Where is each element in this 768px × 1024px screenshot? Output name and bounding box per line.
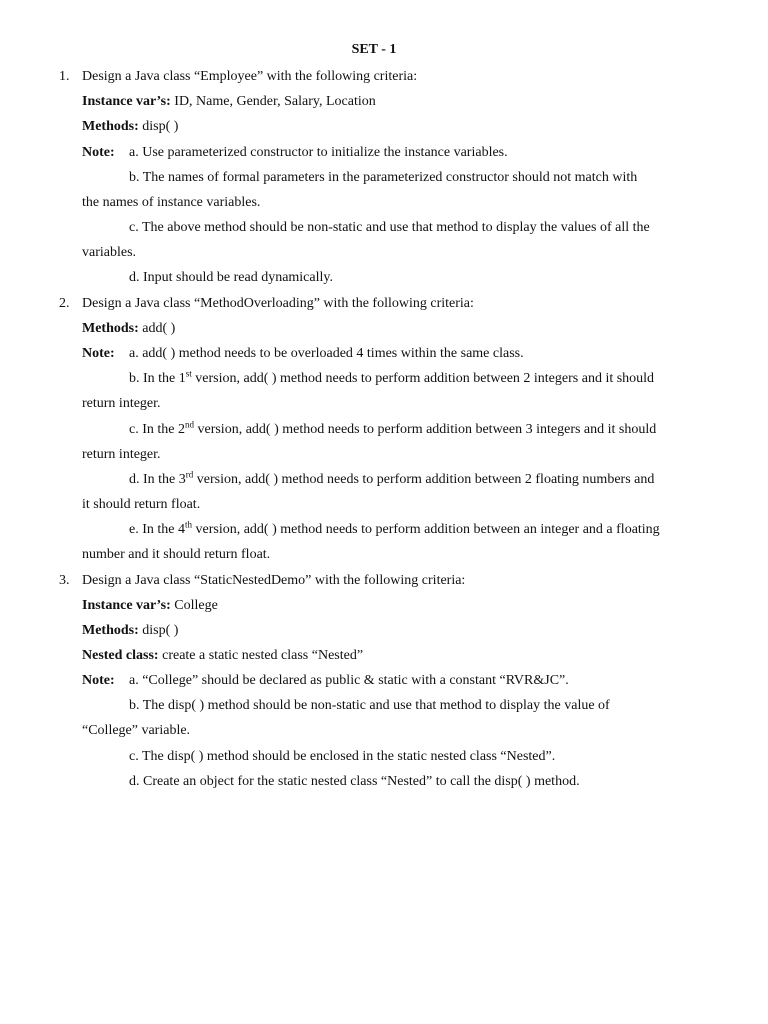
q3-note-c: c. The disp( ) method should be enclosed in the static nested class “Nested”. xyxy=(129,749,556,764)
note-b-ordinal: st xyxy=(185,368,192,379)
note-e-pre: e. In the 4 xyxy=(129,522,185,537)
q1-instance-vars xyxy=(82,93,376,111)
q1-note-b-line2: the names of instance variables. xyxy=(82,195,261,210)
q2-note-label xyxy=(82,345,115,363)
note-c-pre: c. In the 2 xyxy=(129,422,185,437)
q1-methods xyxy=(82,118,178,136)
q3-stem: Design a Java class “StaticNestedDemo” with the following criteria: xyxy=(82,573,466,588)
q3-nested-class xyxy=(82,647,363,665)
q3-note-d: d. Create an object for the static nested class “Nested” to call the disp( ) method. xyxy=(129,774,580,789)
q1-note-label xyxy=(82,144,115,162)
nested-label: Nested class: xyxy=(82,648,159,663)
q1-note-a: a. Use parameterized constructor to initialize the instance variables. xyxy=(129,145,508,160)
note-c-ordinal: nd xyxy=(184,419,194,430)
q3-note-label xyxy=(82,672,115,690)
note-c-post: version, add( ) method needs to perform addition between 3 integers and it should xyxy=(193,422,657,437)
methods-label: Methods: xyxy=(82,623,139,638)
instance-label: Instance var’s: xyxy=(82,94,171,109)
q3-instance-vars xyxy=(82,597,218,615)
methods-label: Methods: xyxy=(82,321,139,336)
note-label: Note: xyxy=(82,673,115,688)
instance-label: Instance var’s: xyxy=(82,598,171,613)
q2-number: 2. xyxy=(59,296,70,311)
q3-note-a: a. “College” should be declared as public & static with a constant “RVR&JC”. xyxy=(129,673,569,688)
q1-stem: Design a Java class “Employee” with the following criteria: xyxy=(82,69,418,84)
note-b-post: version, add( ) method needs to perform addition between 2 integers and it should xyxy=(191,371,655,386)
q2-stem: Design a Java class “MethodOverloading” with the following criteria: xyxy=(82,296,474,311)
note-e-post: version, add( ) method needs to perform addition between an integer and a floating xyxy=(192,522,660,537)
note-d-pre: d. In the 3 xyxy=(129,472,186,487)
q1-note-c-line2: variables. xyxy=(82,245,137,260)
q2-note-b-line2: return integer. xyxy=(82,396,161,411)
nested-value: create a static nested class “Nested” xyxy=(158,648,364,663)
q2-note-d-line2: it should return float. xyxy=(82,497,201,512)
q2-note-a: a. add( ) method needs to be overloaded 4 times within the same class. xyxy=(129,346,524,361)
note-b-pre: b. In the 1 xyxy=(129,371,186,386)
note-d-ordinal: rd xyxy=(185,469,194,480)
q2-note-d-line1 xyxy=(129,471,654,489)
note-d-post: version, add( ) method needs to perform addition between 2 floating numbers and xyxy=(193,472,655,487)
page-title: SET - 1 xyxy=(351,42,397,57)
instance-value: ID, Name, Gender, Salary, Location xyxy=(170,94,376,109)
methods-value: disp( ) xyxy=(138,119,179,134)
q2-note-e-line2: number and it should return float. xyxy=(82,547,271,562)
q3-note-b-line2: “College” variable. xyxy=(82,723,191,738)
instance-value: College xyxy=(170,598,218,613)
q1-number: 1. xyxy=(59,69,70,84)
q1-note-b-line1: b. The names of formal parameters in the parameterized constructor should not match with xyxy=(129,170,638,185)
q2-methods xyxy=(82,320,175,338)
q3-number: 3. xyxy=(59,573,70,588)
note-e-ordinal: th xyxy=(184,519,192,530)
q3-methods xyxy=(82,622,178,640)
methods-value: disp( ) xyxy=(138,623,179,638)
methods-label: Methods: xyxy=(82,119,139,134)
q3-note-b-line1: b. The disp( ) method should be non-static and use that method to display the value of xyxy=(129,698,610,713)
q2-note-c-line2: return integer. xyxy=(82,447,161,462)
q2-note-c-line1 xyxy=(129,421,656,439)
q1-note-d: d. Input should be read dynamically. xyxy=(129,270,333,285)
note-label: Note: xyxy=(82,145,115,160)
q2-note-e-line1 xyxy=(129,521,660,539)
note-label: Note: xyxy=(82,346,115,361)
methods-value: add( ) xyxy=(138,321,176,336)
q2-note-b-line1 xyxy=(129,370,654,388)
q1-note-c-line1: c. The above method should be non-static and use that method to display the values of all the xyxy=(129,220,650,235)
